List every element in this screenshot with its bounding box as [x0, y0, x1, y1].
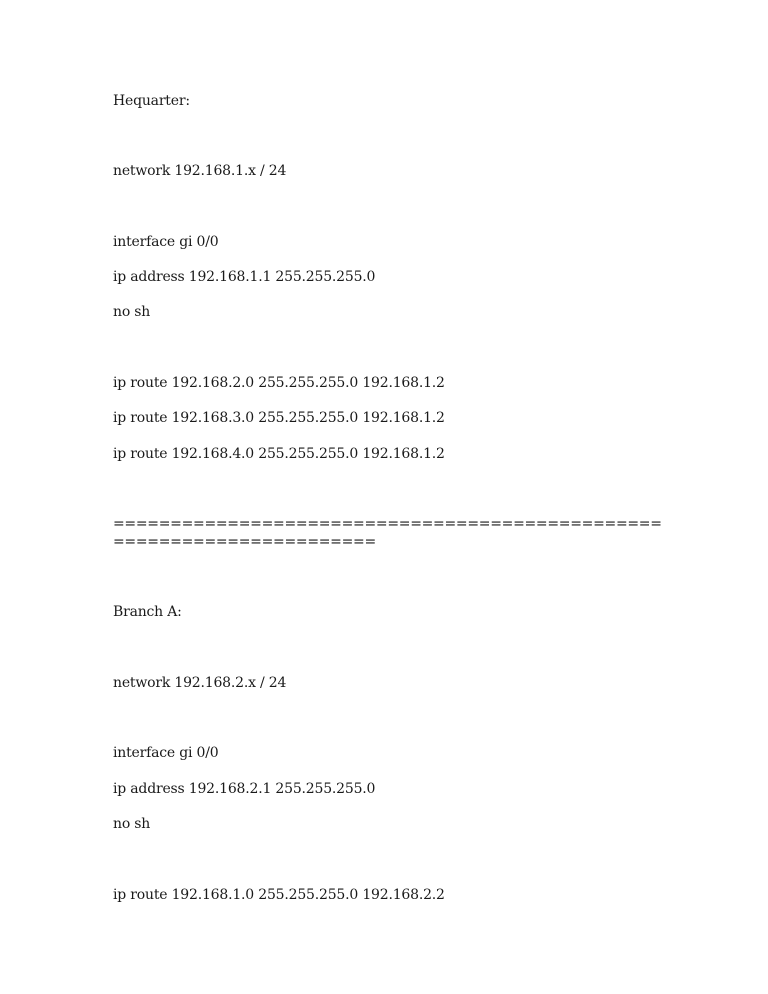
hq-ip-address: ip address 192.168.1.1 255.255.255.0 [113, 269, 376, 285]
hq-heading: Hequarter: [113, 93, 190, 109]
hq-network: network 192.168.1.x / 24 [113, 163, 287, 179]
branch-a-network: network 192.168.2.x / 24 [113, 675, 287, 691]
section-separator: ======================================================================= [113, 516, 662, 550]
branch-a-ip-address: ip address 192.168.2.1 255.255.255.0 [113, 781, 376, 797]
branch-a-no-shutdown: no sh [113, 816, 151, 832]
hq-interface: interface gi 0/0 [113, 234, 219, 250]
hq-no-shutdown: no sh [113, 304, 151, 320]
branch-a-route-1: ip route 192.168.1.0 255.255.255.0 192.168.2.2 [113, 887, 445, 903]
hq-route-2: ip route 192.168.3.0 255.255.255.0 192.168.1.2 [113, 410, 445, 426]
hq-route-1: ip route 192.168.2.0 255.255.255.0 192.168.1.2 [113, 375, 445, 391]
branch-a-interface: interface gi 0/0 [113, 745, 219, 761]
hq-route-3: ip route 192.168.4.0 255.255.255.0 192.168.1.2 [113, 446, 445, 462]
branch-a-heading: Branch A: [113, 604, 182, 620]
